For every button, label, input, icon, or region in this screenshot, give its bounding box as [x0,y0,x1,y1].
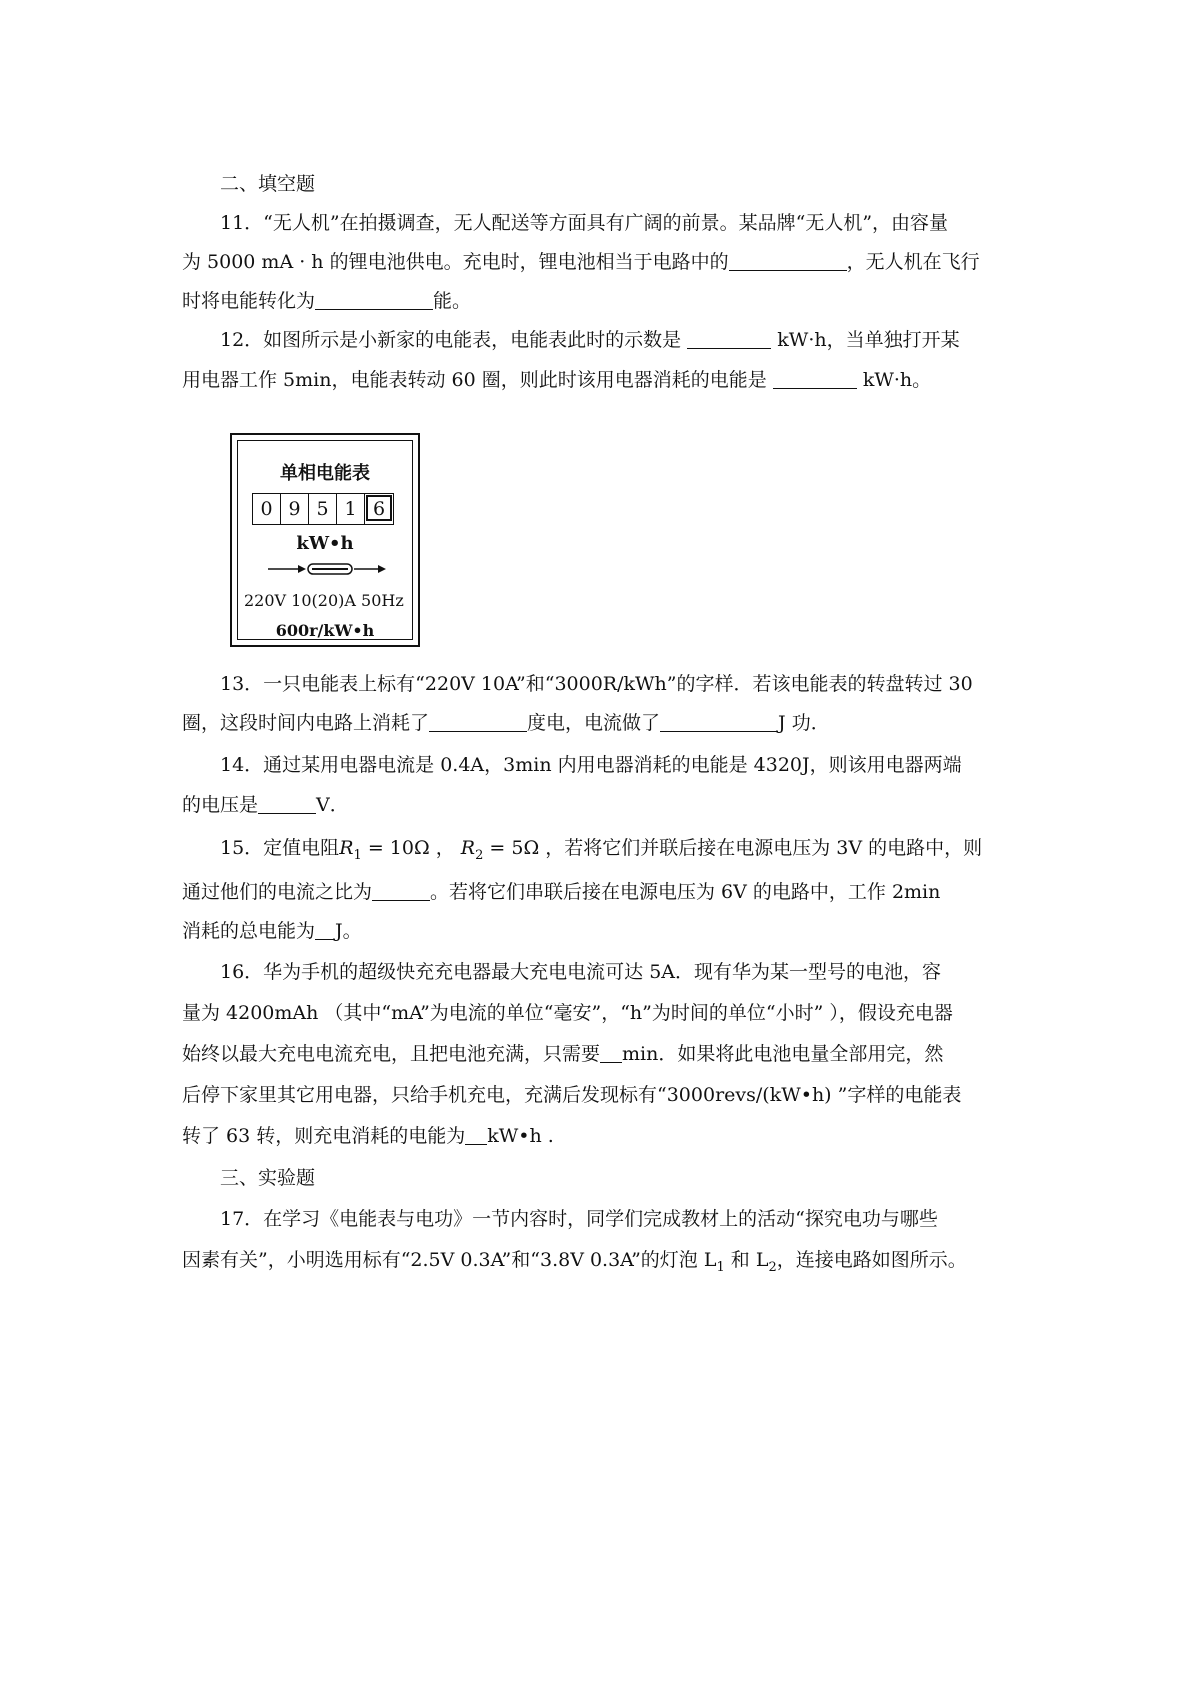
r1-value: = 10Ω ， [361,837,455,859]
meter-inner-border [237,440,413,640]
q13-text: 度电，电流做了 [527,712,661,734]
q17-text: 和 L [724,1249,769,1271]
q13-blank-1[interactable] [429,713,527,732]
q12-line-1 [220,328,960,352]
r1-subscript: 1 [353,847,362,863]
meter-digit: 9 [281,494,309,524]
q13-text: J 功． [778,712,830,734]
q14-blank[interactable] [258,795,316,814]
q15-line-3 [182,919,362,943]
q14-line-2 [182,793,349,817]
section-heading-experiment: 三、实验题 [220,1167,316,1189]
q15-line-1 [220,836,982,868]
q15-text: 消耗的总电能为 [182,920,316,942]
q13-line-2 [182,711,830,735]
q16-text: min．如果将此电池电量全部用完，然 [622,1043,944,1065]
q16-line-1: 16．华为手机的超级快充充电器最大充电电流可达 5A．现有华为某一型号的电池，容 [220,961,942,983]
q16-line-3 [182,1042,943,1066]
q16-line-4: 后停下家里其它用电器，只给手机充电，充满后发现标有“3000revs/(kW•h) ”字样的电能表 [182,1084,962,1106]
q11-blank-2[interactable] [315,291,433,310]
q11-text: ，无人机在飞行 [846,251,980,273]
q12-text: 用电器工作 5min，电能表转动 60 圈，则此时该用电器消耗的电能是 [182,369,767,391]
q11-line-1: 11．“无人机”在拍摄调查，无人配送等方面具有广阔的前景。某品牌“无人机”，由容量 [220,212,949,234]
r2-value: = 5Ω ，若将它们并联后接在电源电压为 3V 的电路中，则 [483,837,983,859]
r2-subscript: 2 [475,847,484,863]
q11-text: 为 5000 mA · h 的锂电池供电。充电时，锂电池相当于电路中的 [182,251,729,273]
q11-text: 时将电能转化为 [182,290,316,312]
q17-text: 因素有关”，小明选用标有“2.5V 0.3A”和“3.8V 0.3A”的灯泡 L [182,1249,717,1271]
q15-text: J。 [335,920,362,942]
meter-rotor-icon [268,561,388,577]
q17-line-1: 17．在学习《电能表与电功》一节内容时，同学们完成教材上的活动“探究电功与哪些 [220,1208,938,1230]
r1-symbol: R [339,837,354,859]
meter-digits [252,493,394,525]
meter-digit: 1 [337,494,365,524]
meter-digit: 5 [309,494,337,524]
l1-subscript: 1 [716,1259,725,1275]
l2-subscript: 2 [768,1259,777,1275]
meter-constant: 600r/kW•h [275,621,375,640]
q14-text: 的电压是 [182,794,259,816]
q13-line-1: 13．一只电能表上标有“220V 10A”和“3000R/kWh”的字样．若该电能表的转盘转过 30 [220,673,973,695]
q15-text: 通过他们的电流之比为 [182,881,373,903]
q16-blank-2[interactable] [465,1126,487,1145]
q15-text: 。若将它们串联后接在电源电压为 6V 的电路中，工作 2min [430,881,941,903]
q14-text: V． [316,794,349,816]
q12-line-2 [182,368,931,392]
meter-unit: kW•h [296,533,354,554]
q17-text: ，连接电路如图所示。 [776,1249,967,1271]
q16-text: kW•h . [487,1125,554,1147]
q12-blank-1[interactable] [687,330,771,349]
q14-line-1: 14．通过某用电器电流是 0.4A，3min 内用电器消耗的电能是 4320J，则该用电器两端 [220,754,962,776]
meter-digit-decimal: 6 [366,495,392,521]
q15-line-2 [182,880,940,904]
q12-text: kW·h，当单独打开某 [777,329,960,351]
meter-spec: 220V 10(20)A 50Hz [244,591,404,610]
q12-text: 12．如图所示是小新家的电能表，电能表此时的示数是 [220,329,682,351]
q12-blank-2[interactable] [773,370,857,389]
q16-text: 始终以最大充电电流充电，且把电池充满，只需要 [182,1043,601,1065]
q15-blank-2[interactable] [315,921,335,940]
q13-blank-2[interactable] [660,713,778,732]
q16-blank-1[interactable] [600,1044,622,1063]
meter-title: 单相电能表 [280,463,370,484]
q12-text: kW·h。 [862,369,932,391]
meter-digit: 0 [253,494,281,524]
q11-text: 能。 [433,290,472,312]
q16-text: 转了 63 转，则充电消耗的电能为 [182,1125,466,1147]
q11-line-3 [182,289,471,313]
q16-line-2: 量为 4200mAh （其中“mA”为电流的单位“毫安”，“h”为时间的单位“小时” ），假设充电器 [182,1002,953,1024]
section-heading-fill-blank: 二、填空题 [220,173,316,195]
q13-text: 圈，这段时间内电路上消耗了 [182,712,430,734]
q11-blank-1[interactable] [729,252,847,271]
electric-meter-figure [230,433,420,647]
q15-text: 15．定值电阻 [220,837,340,859]
q17-line-2 [182,1248,967,1280]
q11-line-2 [182,250,980,274]
q16-line-5 [182,1124,554,1148]
q15-blank-1[interactable] [372,882,430,901]
r2-symbol: R [460,837,476,859]
